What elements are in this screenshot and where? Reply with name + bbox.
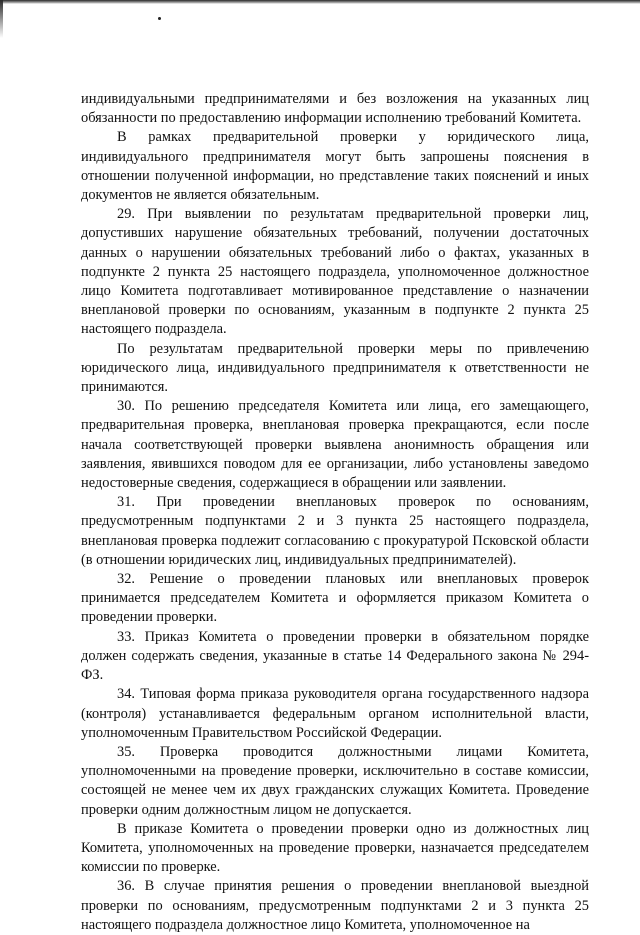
paragraph-item-32: 32. Решение о проведении плановых или внеплановых проверок принимается председателем Комитета и оформляется приказом Комитета о проведении проверки.	[81, 571, 589, 626]
document-body	[81, 90, 589, 935]
paragraph-item-35: 35. Проверка проводится должностными лицами Комитета, уполномоченными на проведение проверки, исключительно в составе комиссии, состоящей не менее чем их двух гражданских служащих Комитета. Проведение проверки одним должностным лицом не допускается.	[81, 743, 589, 818]
paragraph-continuation: индивидуальными предпринимателями и без возложения на указанных лиц обязанности по предоставлению информации исполнению требований Комитета.	[81, 91, 589, 127]
paragraph-preliminary-check-explanations: В рамках предварительной проверки у юридического лица, индивидуального предпринимателя могут быть запрошены пояснения в отношении полученной информации, но представление таких пояснений и иных документов не является обязательным.	[81, 129, 589, 204]
paragraph-item-30: 30. По решению председателя Комитета или лица, его замещающего, предварительная проверка, внеплановая проверка прекращаются, если после начала соответствующей проверки выявлена анонимность обращения или заявления, явившихся поводом для ее организации, либо установлены заведомо недостоверные сведения, содержащиеся в обращении или заявлении.	[81, 398, 589, 492]
paragraph-item-36: 36. В случае принятия решения о проведении внеплановой выездной проверки по основаниям, предусмотренным подпунктами 2 и 3 пункта 25 настоящего подраздела должностное лицо Комитета, уполномоченное на	[81, 878, 589, 933]
paragraph-item-33: 33. Приказ Комитета о проведении проверки в обязательном порядке должен содержать сведения, указанные в статье 14 Федерального закона № 294-ФЗ.	[81, 628, 589, 684]
scan-edge-left	[0, 0, 3, 38]
paragraph-commission-chair: В приказе Комитета о проведении проверки одно из должностных лиц Комитета, уполномоченных на проведение проверки, назначается председателем комиссии по проверке.	[81, 820, 589, 876]
paragraph-item-29: 29. При выявлении по результатам предварительной проверки лиц, допустивших нарушение обязательных требований, получении достаточных данных о нарушении обязательных требований либо о фактах, указанных в подпункте 2 пункта 25 настоящего подраздела, уполномоченное должностное лицо Комитета подготавливает мотивированное представление о назначении внеплановой проверки по основаниям, указанным в подпункте 2 пункта 25 настоящего подраздела.	[81, 206, 589, 338]
scan-speck	[158, 17, 161, 20]
paragraph-no-liability: По результатам предварительной проверки меры по привлечению юридического лица, индивидуального предпринимателя к ответственности не принимаются.	[81, 340, 589, 396]
scan-edge-top	[0, 0, 640, 4]
paragraph-item-34: 34. Типовая форма приказа руководителя органа государственного надзора (контроля) устанавливается федеральным органом исполнительной власти, уполномоченным Правительством Российской Федерации.	[81, 686, 589, 741]
paragraph-item-31: 31. При проведении внеплановых проверок по основаниям, предусмотренным подпунктами 2 и 3 пункта 25 настоящего подраздела, внеплановая проверка подлежит согласованию с прокуратурой Псковской области (в отношении юридических лиц, индивидуальных предпринимателей).	[81, 494, 589, 568]
